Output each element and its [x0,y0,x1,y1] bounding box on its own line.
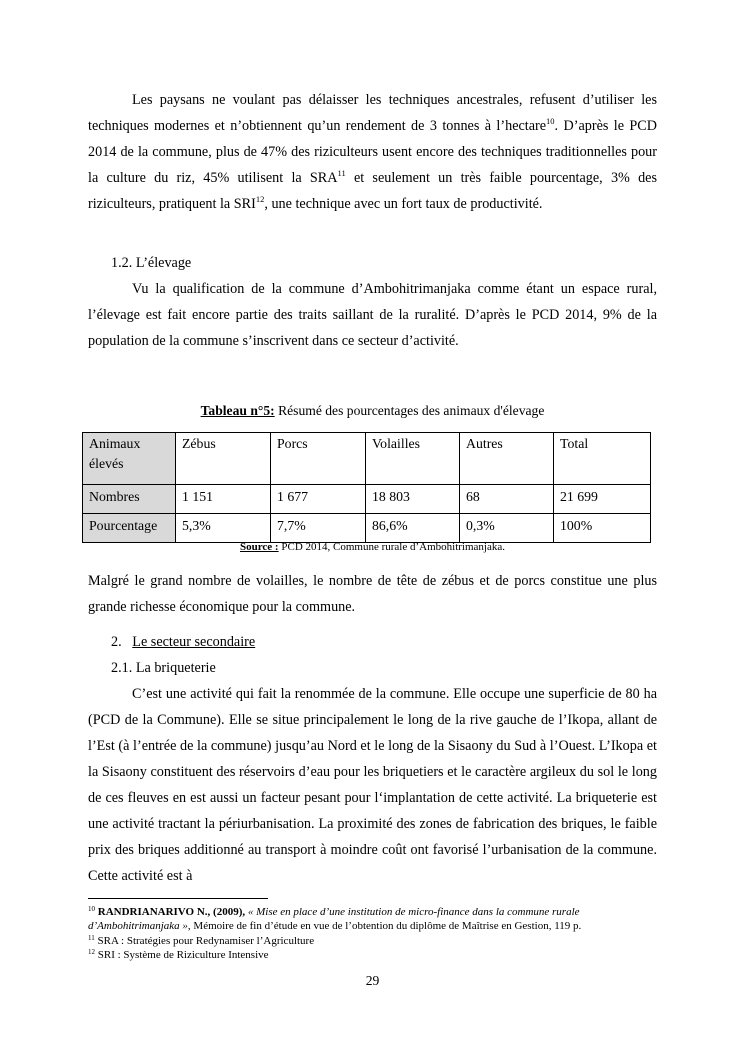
table-cell: 7,7% [271,514,366,543]
section-number: 2. [111,634,122,650]
section-heading-briqueterie: 2.1. La briqueterie [111,660,216,676]
table-cell: 86,6% [366,514,460,543]
section-heading-elevage: 1.2. L’élevage [111,255,192,271]
table-cell: 0,3% [460,514,554,543]
table-cell: 5,3% [176,514,271,543]
table-header-cell: Animaux élevés [83,433,176,485]
footnote-12: $^{12}$ SRI : Système de Riziculture Intensive [88,948,269,961]
table-header-cell: Volailles [366,433,460,485]
table-header-cell: Total [554,433,651,485]
table-source-label: Source : [240,541,279,553]
table-source [0,541,745,553]
footnote-10: $^{10}$ RANDRIANARIVO N., (2009), « Mise en place d’une institution de micro-finance dans la commune rurale d’Ambohitrimanjaka », Mémoire de fin d’étude en vue de l’obtention du diplôme de Maîtrise en Gestion, 119 p. [88,905,582,932]
table-row [83,514,651,543]
paragraph-briqueterie: C’est une activité qui fait la renommée de la commune. Elle occupe une superficie de 80 ha (PCD de la Commune). Elle se situe principalement le long de la rive gauche de l’Ikopa, allant de l’Est (à l’entrée de la commune) jusqu’au Nord et le long de la Sisaony du Sud à l’Ouest. L’Ikopa et la Sisaony constituent des réservoirs d’eau pour les briquetiers et le caractère argileux du sol le long de ces fleuves en est aussi un facteur pesant pour l‘implantation de cette activité. La briqueterie est une activité tractant la périurbanisation. La proximité des zones de fabrication des briques, le faible prix des briques additionné au transport à moindre coût ont favorisé l’urbanisation de la commune. Cette activité est à [88,686,657,884]
footnote-divider [88,898,268,899]
table-row [83,485,651,514]
table-header-cell: Porcs [271,433,366,485]
table-cell: 18 803 [366,485,460,514]
table-cell: 21 699 [554,485,651,514]
table-cell: 1 677 [271,485,366,514]
section-title: Le secteur secondaire [132,634,256,650]
table-header-row [83,433,651,485]
table-cell: 100% [554,514,651,543]
paragraph-elevage: Vu la qualification de la commune d’Ambohitrimanjaka comme étant un espace rural, l’élevage est fait encore partie des traits saillant de la ruralité. D’après le PCD 2014, 9% de la population de la commune s’inscrivent dans ce secteur d’activité. [88,281,657,349]
livestock-table [82,432,651,543]
table-caption-text: Résumé des pourcentages des animaux d'élevage [274,403,545,418]
footnote-ref-10[interactable]: 10 [546,116,555,126]
table-source-text: PCD 2014, Commune rurale d’Ambohitrimanjaka. [278,541,505,553]
table-caption [0,403,745,419]
table-header-cell: Autres [460,433,554,485]
table-row-label: Pourcentage [83,514,176,543]
table-caption-label: Tableau n°5: [200,403,275,418]
footnote-ref-11[interactable]: 11 [337,168,346,178]
paragraph-after-table: Malgré le grand nombre de volailles, le nombre de tête de zébus et de porcs constitue une plus grande richesse économique pour la commune. [88,573,657,615]
table-cell: 1 151 [176,485,271,514]
footnote-11: $^{11}$ SRA : Stratégies pour Redynamiser l’Agriculture [88,934,315,947]
paragraph-rice-techniques: Les paysans ne voulant pas délaisser les techniques ancestrales, refusent d’utiliser les techniques modernes et n’obtiennent qu’un rendement de 3 tonnes à l’hectare$^{10}$. D’après le PCD 2014 de la commune, plus de 47% des riziculteurs usent encore des techniques traditionnelles pour la culture du riz, 45% utilisent la SRA$^{11}$ et seulement un très faible pourcentage, 3% des riziculteurs, pratiquent la SRI$^{12}$, une technique avec un fort taux de productivité. [88,92,658,212]
footnote-ref-12[interactable]: 12 [255,194,265,204]
table-cell: 68 [460,485,554,514]
table-header-cell: Zébus [176,433,271,485]
page-number: 29 [365,973,380,988]
section-heading-secondaire [111,633,255,651]
table-row-label: Nombres [83,485,176,514]
